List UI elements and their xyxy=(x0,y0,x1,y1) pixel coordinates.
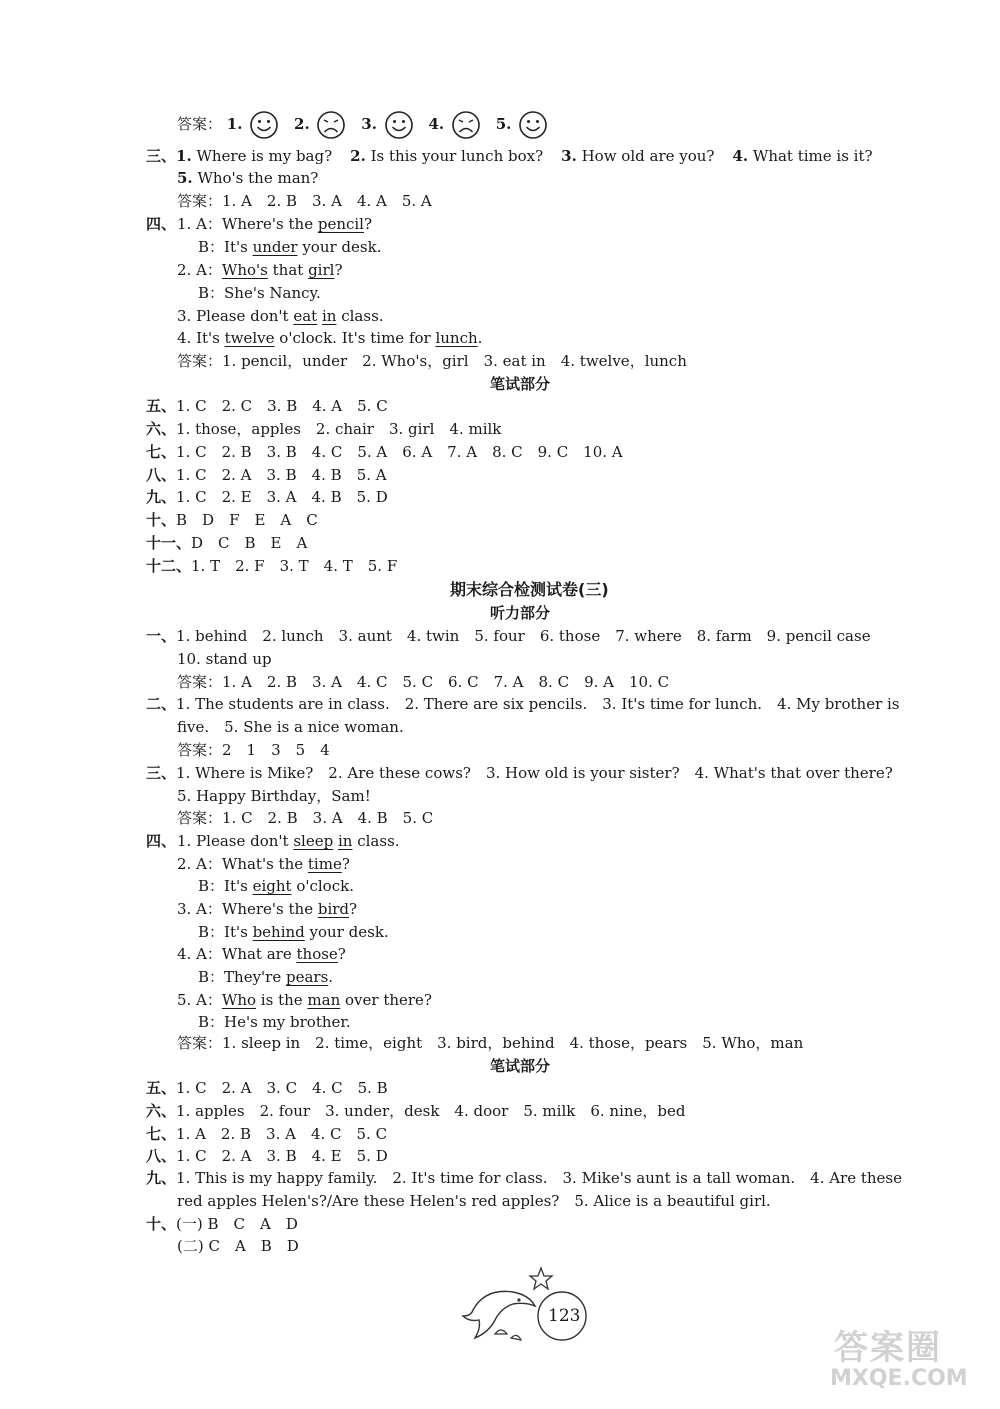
prev-s4-label: 四、 xyxy=(146,215,177,233)
prev-s4-line: 1. A：Where's the pencil? xyxy=(177,215,373,233)
t3-w9-line1: 九、1. This is my happy family. 2. It's time for class. 3. Mike's aunt is a tall woman. 4. Are these xyxy=(146,1169,902,1187)
prev-w8: 八、1. C 2. A 3. B 4. B 5. A xyxy=(146,466,387,484)
t3-written-title: 笔试部分 xyxy=(490,1057,551,1075)
t3-s4-line: 4. A：What are those? xyxy=(177,945,346,963)
prev-s4-line: 3. Please don't eat in class. xyxy=(177,307,384,325)
t3-w5: 五、1. C 2. A 3. C 4. C 5. B xyxy=(146,1079,388,1097)
prev-w6: 六、1. those，apples 2. chair 3. girl 4. milk xyxy=(146,420,502,438)
t3-s4-answer: 答案：1. sleep in 2. time，eight 3. bird，behind 4. those，pears 5. Who，man xyxy=(177,1034,804,1052)
t3-w9-line2: red apples Helen's?/Are these Helen's red apples? 5. Alice is a beautiful girl. xyxy=(177,1192,771,1210)
prev-s3-answer: 答案：1. A 2. B 3. A 4. A 5. A xyxy=(177,192,432,210)
smile-icon xyxy=(249,110,279,140)
t3-s4-line: 1. Please don't sleep in class. xyxy=(177,832,400,850)
faces-answer-line: 答案： 1. 2. 3. 4. 5. xyxy=(177,110,558,140)
prev-w7: 七、1. C 2. B 3. B 4. C 5. A 6. A 7. A 8. C 9. C 10. A xyxy=(146,443,623,461)
t3-s4-line: B：It's behind your desk. xyxy=(198,923,389,941)
prev-w12: 十二、1. T 2. F 3. T 4. T 5. F xyxy=(146,557,398,575)
smile-icon xyxy=(384,110,414,140)
frown-icon xyxy=(451,110,481,140)
t3-s1-line1: 一、1. behind 2. lunch 3. aunt 4. twin 5. four 6. those 7. where 8. farm 9. pencil case xyxy=(146,627,871,645)
test-title: 期末综合检测试卷(三) xyxy=(450,580,609,599)
t3-s4-line: 3. A：Where's the bird? xyxy=(177,900,358,918)
prev-w10: 十、B D F E A C xyxy=(146,511,318,529)
watermark-text: 答案圈 xyxy=(834,1328,942,1368)
watermark-url: MXQE.COM xyxy=(830,1366,968,1391)
t3-s2-line1: 二、1. The students are in class. 2. There are six pencils. 3. It's time for lunch. 4. My brother is xyxy=(146,695,900,713)
t3-w7: 七、1. A 2. B 3. A 4. C 5. C xyxy=(146,1125,388,1143)
t3-s4-line: B：They're pears. xyxy=(198,968,334,986)
t3-s3-line1: 三、1. Where is Mike? 2. Are these cows? 3. How old is your sister? 4. What's that over there? xyxy=(146,764,893,782)
prev-s4-line: 4. It's twelve o'clock. It's time for lunch. xyxy=(177,329,483,347)
page-number: 123 xyxy=(548,1306,581,1326)
t3-s1-line2: 10. stand up xyxy=(177,650,272,668)
prev-s4-line: B：She's Nancy. xyxy=(198,284,321,302)
prev-s4-answer: 答案：1. pencil，under 2. Who's，girl 3. eat in 4. twelve，lunch xyxy=(177,352,687,370)
prev-s3-line1: 三、1. Where is my bag? 2. Is this your lunch box? 3. How old are you? 4. What time is it? xyxy=(146,147,873,165)
frown-icon xyxy=(316,110,346,140)
listening-title: 听力部分 xyxy=(490,604,551,622)
t3-s4-line: B：He's my brother. xyxy=(198,1013,351,1031)
prev-s4-line: 2. A：Who's that girl? xyxy=(177,261,343,279)
t3-s1-answer: 答案：1. A 2. B 3. A 4. C 5. C 6. C 7. A 8. C 9. A 10. C xyxy=(177,673,670,691)
t3-s4-line: 2. A：What's the time? xyxy=(177,855,350,873)
dolphin-star-icon xyxy=(455,1262,605,1352)
t3-s4-line: B：It's eight o'clock. xyxy=(198,877,354,895)
prev-written-title: 笔试部分 xyxy=(490,375,551,393)
t3-w8: 八、1. C 2. A 3. B 4. E 5. D xyxy=(146,1147,388,1165)
prev-w11: 十一、D C B E A xyxy=(146,534,308,552)
smile-icon xyxy=(518,110,548,140)
t3-s4-line: 5. A：Who is the man over there? xyxy=(177,991,432,1009)
prev-s3-line2: 5. Who's the man? xyxy=(177,169,319,187)
t3-s4-label: 四、 xyxy=(146,832,177,850)
t3-s2-line2: five. 5. She is a nice woman. xyxy=(177,718,404,736)
prev-w9: 九、1. C 2. E 3. A 4. B 5. D xyxy=(146,488,388,506)
t3-s2-answer: 答案：2 1 3 5 4 xyxy=(177,741,330,759)
t3-s3-answer: 答案：1. C 2. B 3. A 4. B 5. C xyxy=(177,809,434,827)
prev-s4-line: B：It's under your desk. xyxy=(198,238,382,256)
t3-w10-line2: (二) C A B D xyxy=(177,1237,299,1255)
t3-w10-line1: 十、(一) B C A D xyxy=(146,1215,298,1233)
watermark xyxy=(820,1320,990,1400)
prev-w5: 五、1. C 2. C 3. B 4. A 5. C xyxy=(146,397,388,415)
t3-w6: 六、1. apples 2. four 3. under，desk 4. door 5. milk 6. nine，bed xyxy=(146,1102,686,1120)
t3-s3-line2: 5. Happy Birthday，Sam! xyxy=(177,787,371,805)
